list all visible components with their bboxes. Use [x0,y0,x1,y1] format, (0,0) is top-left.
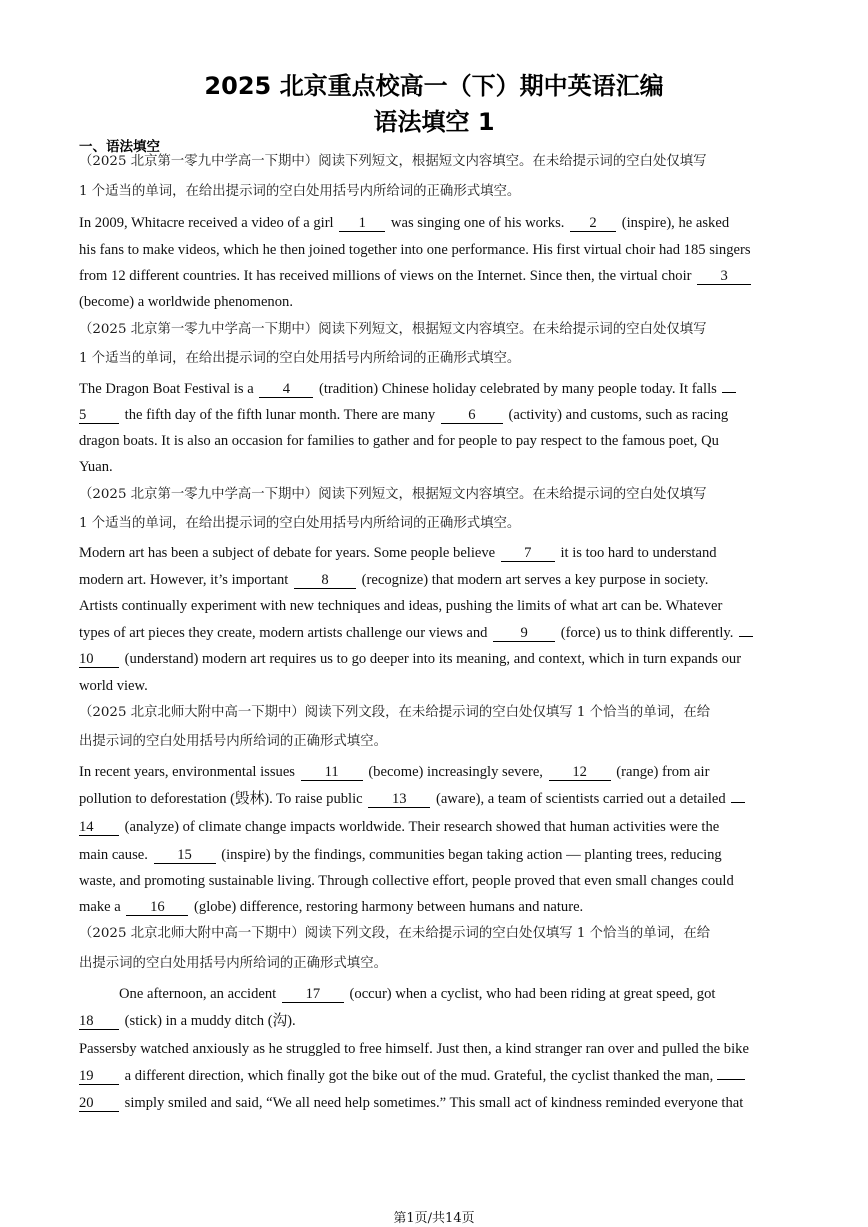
text-segment: (tradition) Chinese holiday celebrated by many people today. It falls [319,381,717,397]
passage-line [79,570,791,590]
answer-blank[interactable]: 6 [441,408,503,424]
text-segment: types of art pieces they create, modern artists challenge our views and [79,625,488,641]
answer-blank[interactable]: 13 [368,792,430,808]
text-segment: modern art. However, it’s important [79,572,289,588]
passage-intro: 出提示词的空白处用括号内所给词的正确形式填空。 [79,956,387,971]
text-segment: from 12 different countries. It has received millions of views on the Internet. Since then, the virtual choir [79,268,692,284]
text-segment: (range) from air [616,764,710,780]
passage-line [79,817,791,837]
passage-line [79,649,791,669]
answer-blank[interactable]: 18 [79,1014,119,1030]
passage-line: Yuan. [79,459,113,475]
passage-line: Passersby watched anxiously as he struggled to free himself. Just then, a kind stranger ran over and pulled the bike [79,1041,749,1057]
document-title: 2025 北京重点校高一（下）期中英语汇编 [204,72,664,100]
text-segment: (activity) and customs, such as racing [508,407,729,423]
passage-intro: 1 个适当的单词，在给出提示词的空白处用括号内所给词的正确形式填空。 [79,184,521,199]
text-segment: make a [79,899,121,915]
text-segment: The Dragon Boat Festival is a [79,381,254,397]
passage-intro: 1 个适当的单词，在给出提示词的空白处用括号内所给词的正确形式填空。 [79,351,521,366]
answer-blank[interactable]: 2 [570,216,616,232]
answer-blank[interactable]: 11 [301,765,363,781]
answer-blank[interactable]: 8 [294,573,356,589]
text-segment: (stick) in a muddy ditch (沟). [124,1013,296,1029]
text-segment: (understand) modern art requires us to go deeper into its meaning, and context, which in turn expands our [124,651,742,667]
answer-blank[interactable] [739,636,753,637]
answer-blank[interactable]: 3 [697,269,751,285]
text-segment: (inspire), he asked [621,215,730,231]
passage-line [79,1066,791,1086]
passage-line [79,845,791,865]
text-segment: One afternoon, an accident [119,986,277,1002]
passage-line: waste, and promoting sustainable living. Through collective effort, people proved that even small changes could [79,873,734,889]
answer-blank[interactable]: 14 [79,820,119,836]
passage-line [79,1011,791,1031]
passage-line [79,405,791,425]
passage-intro: （2025 北京北师大附中高一下期中）阅读下列文段，在未给提示词的空白处仅填写 1 个恰当的单词，在给 [79,705,711,720]
passage-intro: （2025 北京第一零九中学高一下期中）阅读下列短文，根据短文内容填空。在未给提示词的空白处仅填写 [79,322,707,337]
passage-line: his fans to make videos, which he then joined together into one performance. His first virtual choir had 185 singers [79,242,751,258]
section-heading: 一、语法填空 [79,139,160,155]
text-segment: simply smiled and said, “We all need help sometimes.” This small act of kindness reminded everyone that [124,1095,744,1111]
passage-intro: （2025 北京北师大附中高一下期中）阅读下列文段，在未给提示词的空白处仅填写 1 个恰当的单词，在给 [79,926,711,941]
answer-blank[interactable]: 19 [79,1069,119,1085]
passage-line [79,897,791,917]
passage-line [79,984,791,1004]
answer-blank[interactable] [731,802,745,803]
text-segment: (aware), a team of scientists carried out a detailed [435,791,726,807]
text-segment: Modern art has been a subject of debate for years. Some people believe [79,545,496,561]
answer-blank[interactable] [722,392,736,393]
passage-line [79,213,791,233]
passage-intro: （2025 北京第一零九中学高一下期中）阅读下列短文，根据短文内容填空。在未给提示词的空白处仅填写 [79,154,707,169]
passage-intro: （2025 北京第一零九中学高一下期中）阅读下列短文，根据短文内容填空。在未给提示词的空白处仅填写 [79,487,707,502]
passage-line [79,543,791,563]
answer-blank[interactable]: 4 [259,382,313,398]
answer-blank[interactable]: 9 [493,626,555,642]
passage-line: world view. [79,678,148,694]
text-segment: the fifth day of the fifth lunar month. There are many [124,407,436,423]
answer-blank[interactable]: 20 [79,1096,119,1112]
document-subtitle: 语法填空 1 [373,108,495,136]
passage-intro: 1 个适当的单词，在给出提示词的空白处用括号内所给词的正确形式填空。 [79,516,521,531]
passage-line: (become) a worldwide phenomenon. [79,294,293,310]
text-segment: (become) increasingly severe, [368,764,543,780]
passage-line: dragon boats. It is also an occasion for families to gather and for people to pay respect to the famous poet, Qu [79,433,719,449]
text-segment: (occur) when a cyclist, who had been riding at great speed, got [349,986,716,1002]
text-segment: (recognize) that modern art serves a key purpose in society. [361,572,709,588]
passage-line [79,789,791,809]
text-segment: In recent years, environmental issues [79,764,295,780]
text-segment: In 2009, Whitacre received a video of a girl [79,215,334,231]
answer-blank[interactable]: 1 [339,216,385,232]
passage-line [79,762,791,782]
text-segment: pollution to deforestation (毁林). To raise public [79,791,363,807]
answer-blank[interactable]: 12 [549,765,611,781]
answer-blank[interactable]: 5 [79,408,119,424]
text-segment: (globe) difference, restoring harmony between humans and nature. [194,899,584,915]
passage-intro: 出提示词的空白处用括号内所给词的正确形式填空。 [79,734,387,749]
passage-line: Artists continually experiment with new techniques and ideas, pushing the limits of what art can be. Whatever [79,598,723,614]
text-segment: a different direction, which finally got the bike out of the mud. Grateful, the cyclist thanked the man, [124,1068,714,1084]
text-segment: (analyze) of climate change impacts worldwide. Their research showed that human activities were the [124,819,720,835]
passage-line [79,1093,791,1113]
answer-blank[interactable]: 10 [79,652,119,668]
passage-line [79,379,791,399]
answer-blank[interactable]: 15 [154,848,216,864]
text-segment: was singing one of his works. [390,215,565,231]
text-segment: main cause. [79,847,148,863]
text-segment: it is too hard to understand [560,545,717,561]
text-segment: (inspire) by the findings, communities began taking action — planting trees, reducing [221,847,722,863]
text-segment: (force) us to think differently. [560,625,734,641]
passage-line [79,623,791,643]
passage-line [79,266,791,286]
answer-blank[interactable]: 7 [501,546,555,562]
answer-blank[interactable] [717,1079,745,1080]
answer-blank[interactable]: 17 [282,987,344,1003]
page-number: 第1页/共14页 [393,1211,475,1226]
answer-blank[interactable]: 16 [126,900,188,916]
